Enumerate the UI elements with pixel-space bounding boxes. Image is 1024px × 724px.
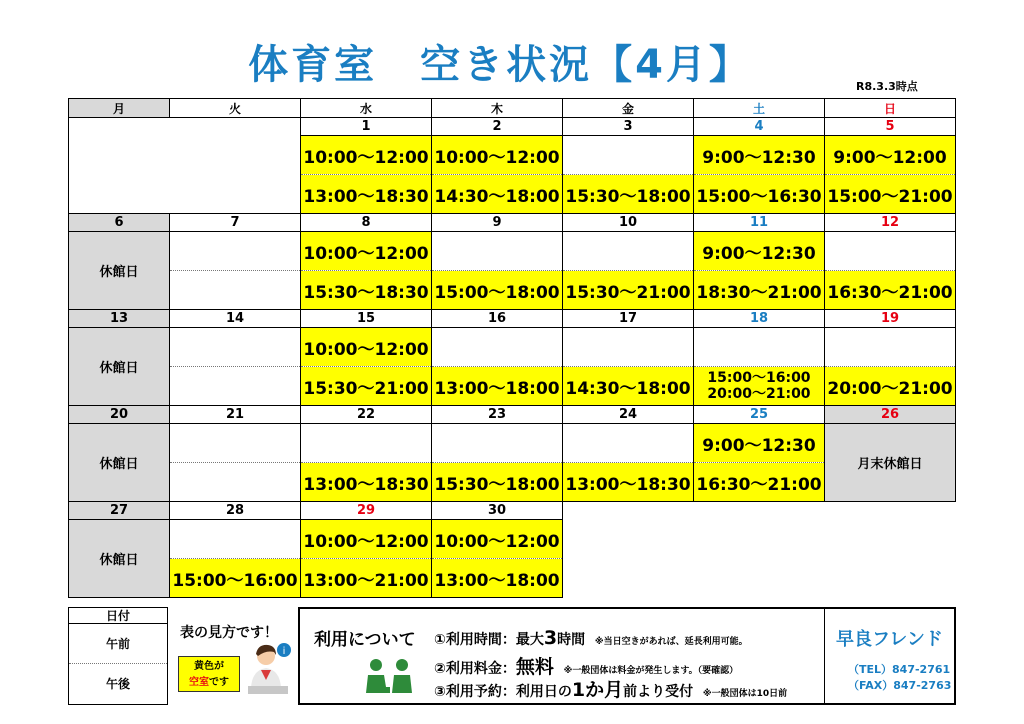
- available-slot: 16:30～21:00: [825, 271, 956, 310]
- date-cell: 26: [825, 406, 956, 424]
- slot-line: 20:00～21:00: [707, 386, 811, 402]
- facility-name: 早良フレンド: [836, 629, 943, 650]
- available-slot: 10:00～12:00: [432, 520, 563, 559]
- weekday-sat: 土: [694, 99, 825, 118]
- date-cell: 30: [432, 502, 563, 520]
- available-slot: 13:00～18:30: [563, 463, 694, 502]
- rule-note: ※一般団体は10日前: [702, 689, 788, 699]
- usage-info-box: [298, 607, 956, 705]
- available-slot: 15:00～16:30: [694, 175, 825, 214]
- date-cell: 25: [694, 406, 825, 424]
- empty-slot: [432, 232, 563, 271]
- empty-slot: [170, 271, 301, 310]
- empty-slot: [563, 424, 694, 463]
- info-title: 利用について: [314, 630, 416, 650]
- date-cell: 28: [170, 502, 301, 520]
- available-slot: 15:30～18:00: [563, 175, 694, 214]
- as-of-date: R8.3.3時点: [856, 80, 918, 93]
- blank-area: [563, 502, 956, 598]
- available-slot: 15:30～21:00: [563, 271, 694, 310]
- available-slot: 10:00～12:00: [301, 520, 432, 559]
- empty-slot: [170, 328, 301, 367]
- date-cell: 1: [301, 118, 432, 136]
- divider: [824, 609, 825, 703]
- available-slot: 9:00～12:30: [694, 424, 825, 463]
- weekday-fri: 金: [563, 99, 694, 118]
- week1-date-row: [69, 118, 956, 136]
- date-cell: 24: [563, 406, 694, 424]
- available-slot: 16:30～21:00: [694, 463, 825, 502]
- date-cell: 17: [563, 310, 694, 328]
- rule-time: [434, 627, 748, 649]
- date-cell: 14: [170, 310, 301, 328]
- weekday-header-row: [69, 99, 956, 118]
- legend-howto: 表の見方です！: [180, 625, 278, 641]
- available-slot: 10:00～12:00: [432, 136, 563, 175]
- available-slot: 9:00～12:00: [825, 136, 956, 175]
- rule-emphasis: 無料: [515, 656, 554, 678]
- date-cell: 29: [301, 502, 432, 520]
- week4-date-row: [69, 406, 956, 424]
- empty-slot: [563, 328, 694, 367]
- available-slot: 14:30～18:00: [563, 367, 694, 406]
- available-slot: 14:30～18:00: [432, 175, 563, 214]
- date-cell: 3: [563, 118, 694, 136]
- legend-date: 日付: [69, 608, 167, 624]
- availability-calendar: [68, 98, 956, 598]
- empty-slot: [170, 367, 301, 406]
- weekday-tue: 火: [170, 99, 301, 118]
- legend-am: 午前: [69, 624, 167, 664]
- empty-slot: [170, 463, 301, 502]
- people-icon: [360, 657, 420, 697]
- date-cell: 4: [694, 118, 825, 136]
- available-slot: 13:00～18:30: [301, 463, 432, 502]
- svg-text:i: i: [282, 646, 286, 657]
- closed-day-cell: 休館日: [69, 424, 170, 502]
- empty-slot: [694, 328, 825, 367]
- available-slot: 13:00～21:00: [301, 559, 432, 598]
- date-cell: 8: [301, 214, 432, 232]
- date-cell: 23: [432, 406, 563, 424]
- date-cell: 13: [69, 310, 170, 328]
- date-cell: 12: [825, 214, 956, 232]
- empty-slot: [170, 520, 301, 559]
- rule-text: 時間: [557, 632, 586, 648]
- date-cell: 21: [170, 406, 301, 424]
- available-slot: 9:00～12:30: [694, 232, 825, 271]
- month-end-closed-cell: 月末休館日: [825, 424, 956, 502]
- empty-slot: [432, 424, 563, 463]
- available-slot: 15:00～21:00: [825, 175, 956, 214]
- date-cell: 2: [432, 118, 563, 136]
- rule-note: ※当日空きがあれば、延長利用可能。: [594, 637, 748, 647]
- rule-text: ①利用時間：最大: [434, 632, 544, 648]
- rule-text: ②利用料金：: [434, 661, 516, 677]
- available-slot: 9:00～12:30: [694, 136, 825, 175]
- empty-slot: [563, 136, 694, 175]
- rule-note: ※一般団体は料金が発生します。（要確認）: [563, 666, 739, 676]
- weekday-sun: 日: [825, 99, 956, 118]
- yellow-legend-badge: [178, 656, 240, 692]
- available-slot: 15:00～16:00: [170, 559, 301, 598]
- available-slot: 15:00～18:00: [432, 271, 563, 310]
- week3-date-row: [69, 310, 956, 328]
- closed-day-cell: 休館日: [69, 328, 170, 406]
- empty-slot: [170, 424, 301, 463]
- badge-red-text: 空室: [189, 677, 209, 688]
- week2-date-row: [69, 214, 956, 232]
- badge-text: 黄色が: [194, 661, 224, 672]
- empty-slot: [170, 232, 301, 271]
- empty-slot: [825, 232, 956, 271]
- tel-number: （TEL）847-2761: [848, 663, 951, 676]
- closed-day-cell: 休館日: [69, 232, 170, 310]
- empty-slot: [301, 424, 432, 463]
- available-slot: 10:00～12:00: [301, 232, 432, 271]
- date-cell: 9: [432, 214, 563, 232]
- date-cell: 27: [69, 502, 170, 520]
- fax-number: （FAX）847-2763: [848, 679, 952, 692]
- date-cell: 16: [432, 310, 563, 328]
- week4-pm-row: [69, 463, 956, 502]
- legend-box: [68, 607, 168, 705]
- week5-date-row: [69, 502, 956, 520]
- available-slot: 20:00～21:00: [825, 367, 956, 406]
- date-cell: 10: [563, 214, 694, 232]
- week1-empty-cell: [69, 118, 301, 214]
- weekday-thu: 木: [432, 99, 563, 118]
- available-slot: 10:00～12:00: [301, 136, 432, 175]
- week3-am-row: [69, 328, 956, 367]
- rule-reservation: [434, 675, 787, 702]
- week2-pm-row: [69, 271, 956, 310]
- badge-text-2: [179, 675, 239, 691]
- empty-slot: [432, 328, 563, 367]
- rule-emphasis: 3: [543, 627, 558, 649]
- weekday-mon: 月: [69, 99, 170, 118]
- date-cell: 20: [69, 406, 170, 424]
- date-cell: 6: [69, 214, 170, 232]
- date-cell: 5: [825, 118, 956, 136]
- date-cell: 7: [170, 214, 301, 232]
- date-cell: 22: [301, 406, 432, 424]
- available-slot: 13:00～18:00: [432, 559, 563, 598]
- available-slot: 18:30～21:00: [694, 271, 825, 310]
- slot-line: 15:00～16:00: [707, 370, 811, 386]
- week2-am-row: [69, 232, 956, 271]
- rule-text: ③利用予約：利用日の: [434, 684, 572, 700]
- week3-pm-row: [69, 367, 956, 406]
- badge-tail: です: [209, 677, 229, 688]
- available-slot: 13:00～18:00: [432, 367, 563, 406]
- receptionist-icon: [246, 640, 294, 696]
- page-title: 体育室 空き状況【4月】: [248, 42, 752, 88]
- available-slot: 15:30～21:00: [301, 367, 432, 406]
- empty-slot: [825, 328, 956, 367]
- date-cell: 19: [825, 310, 956, 328]
- available-slot: 10:00～12:00: [301, 328, 432, 367]
- available-slot-double: [694, 367, 825, 406]
- week4-am-row: [69, 424, 956, 463]
- rule-emphasis: 1か月: [571, 679, 624, 701]
- available-slot: 15:30～18:30: [301, 271, 432, 310]
- date-cell: 11: [694, 214, 825, 232]
- weekday-wed: 水: [301, 99, 432, 118]
- rule-text: 前より受付: [623, 684, 694, 700]
- date-cell: 18: [694, 310, 825, 328]
- available-slot: 15:30～18:00: [432, 463, 563, 502]
- closed-day-cell: 休館日: [69, 520, 170, 598]
- available-slot: 13:00～18:30: [301, 175, 432, 214]
- date-cell: 15: [301, 310, 432, 328]
- legend-pm: 午後: [105, 677, 130, 691]
- empty-slot: [563, 232, 694, 271]
